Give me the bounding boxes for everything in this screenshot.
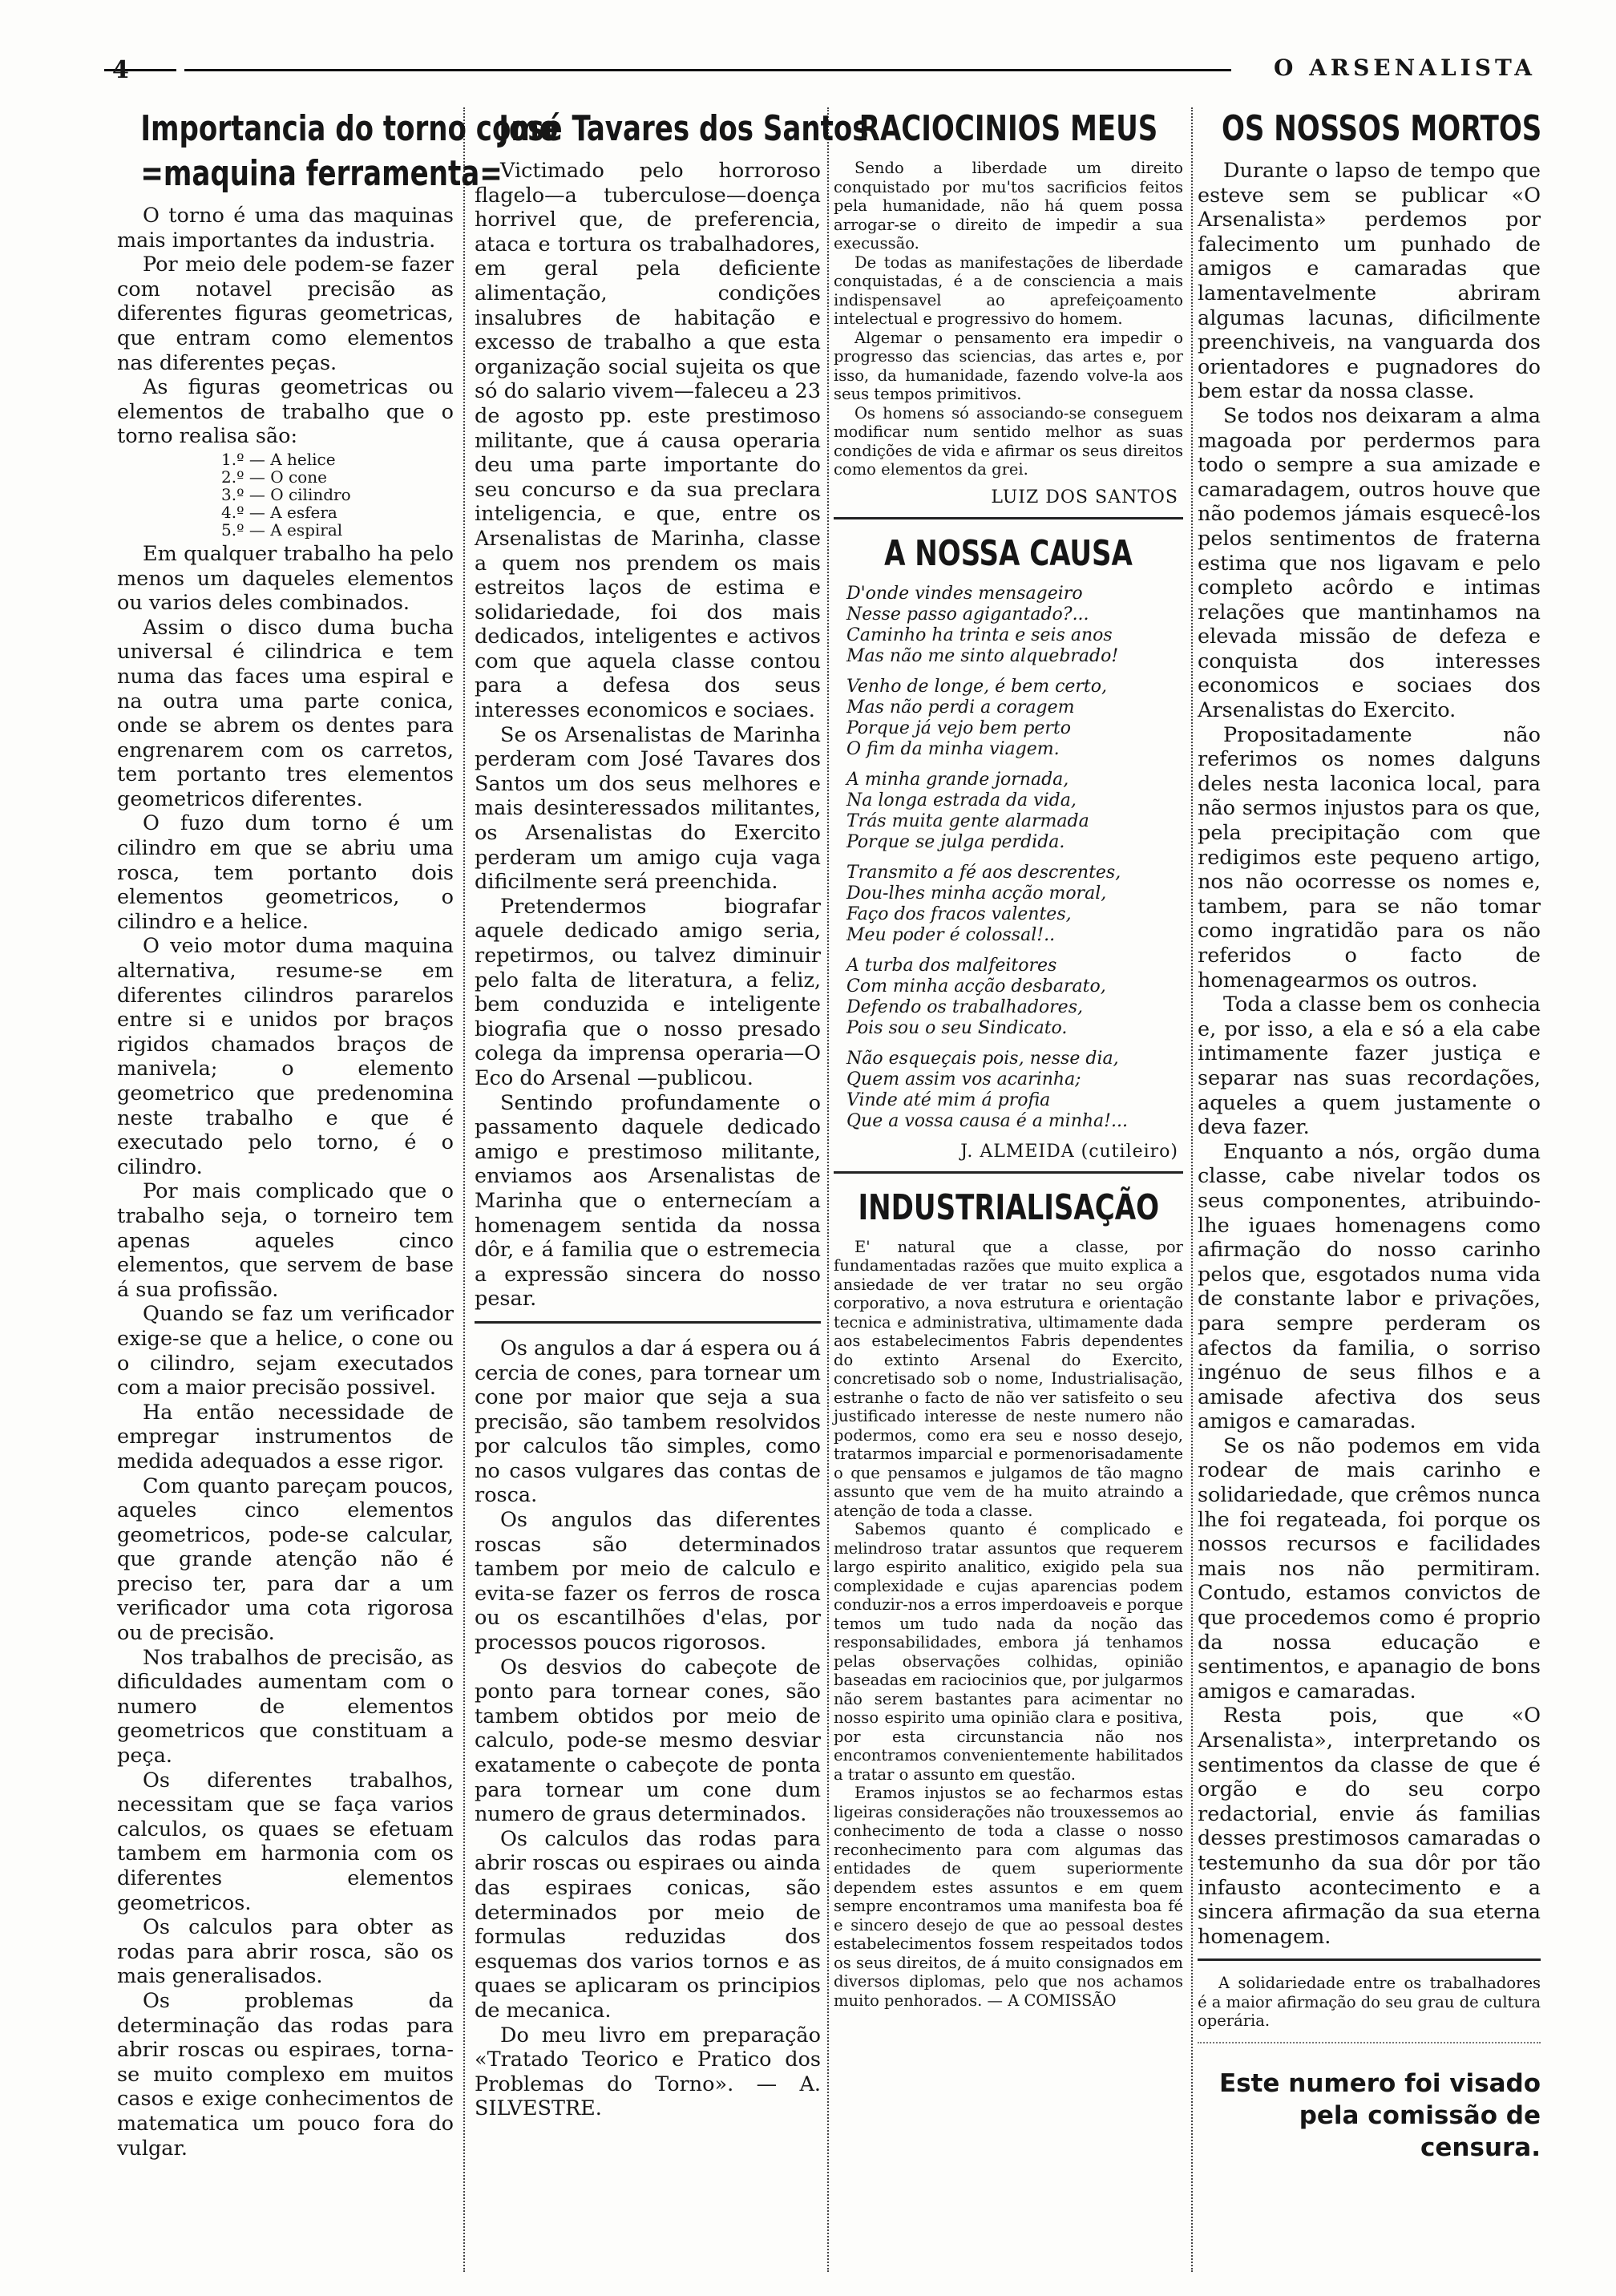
section-rule [834,517,1183,519]
paragraph: Com quanto pareçam poucos, aqueles cinco elementos geometricos, pode-se calcular, que grande atenção não é preciso ter, para dar a um verificador uma cota rigorosa ou de precisão. [117,1473,454,1646]
paragraph: Em qualquer trabalho ha pelo menos um daqueles elementos ou varios deles combinados. [117,541,454,616]
paragraph: Algemar o pensamento era impedir o progresso das sciencias, das artes e, por isso, da humanidade, fazendo volve-la aos seus tempos primitivos. [834,328,1183,403]
poem-line: Nesse passo agigantado?... [846,604,1089,625]
column-divider [1191,107,1193,2272]
list-item: 3.º — O cilindro [221,484,351,504]
paragraph: O torno é uma das maquinas mais importantes da industria. [117,204,454,253]
article-jose-tavares [475,107,869,2121]
paragraph: Do meu livro em preparação «Tratado Teorico e Pratico dos Problemas do Torno». — A. SILVESTRE. [475,2023,821,2121]
poem-line: Meu poder é colossal!.. [846,924,1056,945]
poem-stanza [846,770,1183,853]
paragraph: Se os Arsenalistas de Marinha perderam com José Tavares dos Santos um dos seus melhores e mais desinteressados militantes, os Arsenalistas do Exercito perderam um amigo cuja vaga dificilmente será preenchida. [475,722,821,895]
list-item: 4.º — A esfera [221,502,337,522]
list-item: 2.º — O cone [221,467,327,487]
column-three [834,107,1183,2010]
poem-line: Porque já vejo bem perto [846,718,1072,738]
poem-stanza [846,1049,1183,1132]
poem-line: Que a vossa causa é a minha!... [846,1110,1128,1131]
poem-line: Na longa estrada da vida, [846,790,1077,810]
paragraph: Os calculos das rodas para abrir roscas ou espiraes ou ainda das espiraes conicas, são determinados por meio de formulas reduzidas dos esquemas dos varios tornos e as quaes se aplicaram os principios de mecanica. [475,1826,821,2023]
paragraph: Toda a classe bem os conhecia e, por isso, a ela e só a ela cabe intimamente fazer justiça e separar nas suas recordações, aqueles a quem justamente o deva fazer. [1198,992,1541,1140]
header-rule-right [184,69,1231,71]
section-rule [1198,1958,1541,1961]
paragraph: Os diferentes trabalhos, necessitam que se faça varios calculos, os quaes se efetuam tambem em harmonia com os diferentes elementos geometricos. [117,1768,454,1915]
poem-line: Defendo os trabalhadores, [846,996,1083,1017]
paragraph: De todas as manifestações de liberdade conquistadas, é a de consciencia a mais indispensavel ao aprefeiçoamento intelectual e progressivo do homem. [834,253,1183,328]
poem-line: Vinde até mim á profia [846,1089,1051,1110]
list-item: 5.º — A espiral [221,519,343,540]
censorship-notice: Este numero foi visado pela comissão de censura. [1218,2068,1541,2162]
poem-line: Venho de longe, é bem certo, [846,676,1108,697]
article-heading: OS NOSSOS MORTOS [1221,108,1542,149]
poem-line: Dou-lhes minha acção moral, [846,883,1107,903]
poem-line: Trás muita gente alarmada [846,810,1089,831]
paragraph: Durante o lapso de tempo que esteve sem se publicar «O Arsenalista» perdemos por falecimento um punhado de amigos e camaradas que lamentavelmente abriram algumas lacunas, dificilmente preenchiveis, na vanguarda dos orientadores e pugnadores do bem estar da nossa classe. [1198,159,1541,404]
list-item: 1.º — A helice [221,449,336,469]
paragraph: As figuras geometricas ou elementos de trabalho que o torno realisa são: [117,375,454,449]
poem-line: O fim da minha viagem. [846,738,1060,759]
poem-line: Transmito a fé aos descrentes, [846,862,1121,883]
paragraph: Os angulos das diferentes roscas são determinados tambem por meio de calculo e evita-se fazer os ferros de rosca ou os escantilhões d'elas, por processos poucos rigorosos. [475,1508,821,1655]
paragraph: Ha então necessidade de empregar instrumentos de medida adequados a esse rigor. [117,1400,454,1473]
poem-stanza [846,584,1183,667]
poem-line: Caminho ha trinta e seis anos [846,625,1113,645]
paragraph: Por meio dele podem-se fazer com notavel precisão as diferentes figuras geometricas, que entram como elementos nas diferentes peças. [117,253,454,375]
paragraph: Os angulos a dar á espera ou á cercia de cones, para tornear um cone por maior que seja a sua precisão, são tambem resolvidos por calculos tão simples, como no casos vulgares das contas de rosca. [475,1336,821,1508]
section-rule [475,1321,821,1324]
article-heading-line2: =maquina ferramenta= [140,153,503,194]
paper-title: O ARSENALISTA [1273,55,1536,81]
poem-line: Não esqueçais pois, nesse dia, [846,1048,1119,1069]
dotted-rule [1198,2042,1541,2043]
column-divider [827,107,829,2272]
poem-line: Porque se julga perdida. [846,831,1065,852]
poem-stanza [846,677,1183,760]
signature: J. ALMEIDA (cutileiro) [960,1141,1178,1162]
signature: LUIZ DOS SANTOS [991,487,1178,507]
page-header [112,50,1536,82]
poem-stanza [846,863,1183,946]
paragraph: Eramos injustos se ao fecharmos estas ligeiras considerações não trouxessemos ao conhecimento de toda a classe o nosso reconhecimento para com algumas das entidades de quem superiormente dependem estes assuntos e em quem sempre encontramos uma manifesta boa fé e sincero desejo de que ao pessoal destes estabelecimentos fossem respeitados todos os seus direitos, de á muito consignados em diversos diplomas, pelo que nos achamos muito penhorados. — A COMISSÃO [834,1784,1183,2010]
paragraph: Assim o disco duma bucha universal é cilindrica e tem numa das faces uma espiral e na outra uma parte conica, onde se abrem os dentes para engrenarem com os carretos, tem portanto tres elementos geometricos diferentes. [117,615,454,811]
paragraph: Sendo a liberdade um direito conquistado por mu'tos sacrificios feitos pela humanidade, não há quem possa arrogar-se o direito de impedir a sua execussão. [834,159,1183,253]
article-nossos-mortos [1198,107,1541,2164]
poem-stanza [846,956,1183,1039]
poem-line: Mas não perdi a coragem [846,697,1075,718]
poem-line: D'onde vindes mensageiro [846,583,1083,604]
article-heading: RACIOCINIOS MEUS [858,108,1158,149]
article-heading: Importancia do torno como [140,108,559,149]
paragraph: Victimado pelo horroroso flagelo—a tuberculose—doença horrivel que, de preferencia, ataca e tortura os trabalhadores, em geral pela deficiente alimentação, condições insalubres de habitação e excesso de trabalho a que esta organização social sujeita os que só do salario vivem—faleceu a 23 de agosto pp. este prestimoso militante, que á causa operaria deu uma parte importante do seu concurso e da sua preclara inteligencia, e que, entre os Arsenalistas de Marinha, classe a quem nos prendem os mais estreitos laços de estima e solidariedade, foi dos mais dedicados, inteligentes e activos com que aquela classe contou para a defesa dos seus interesses economicos e sociaes. [475,159,821,723]
paragraph: Resta pois, que «O Arsenalista», interpretando os sentimentos da classe de que é orgão e do seu corpo redactorial, envie ás familias desses prestimosos camaradas o testemunho da sua dôr por tão infausto acontecimento e a sincera afirmação da sua eterna homenagem. [1198,1704,1541,1949]
paragraph: Os homens só associando-se conseguem modificar num sentido melhor as suas condições de vida e afirmar os seus direitos como elementos da grei. [834,403,1183,479]
column-divider [463,107,465,2272]
paragraph: Se os não podemos em vida rodear de mais carinho e solidariedade, que crêmos nunca lhe foi regateada, foi porque os nossos recursos e facilidades mais nos não permitiram. Contudo, estamos convictos de que procedemos como é proprio da nossa educação e sentimentos, e apanagio de bons amigos e camaradas. [1198,1433,1541,1704]
paragraph: Nos trabalhos de precisão, as dificuldades aumentam com o numero de elementos geometricos que constituam a peça. [117,1645,454,1768]
paragraph: Quando se faz um verificador exige-se que a helice, o cone ou o cilindro, sejam executados com a maior precisão possivel. [117,1302,454,1401]
elements-list [221,451,454,539]
section-rule [834,1171,1183,1174]
poem-line: Quem assim vos acarinha; [846,1069,1081,1089]
paragraph: Se todos nos deixaram a alma magoada por perdermos para todo o sempre a sua amizade e camaradagem, outros houve que não podemos jámais esquecê-los pelos sentimentos de fraterna estima que nos ligavam e pelo completo acôrdo e intimas relações que mantinhamos na elevada missão de defeza e conquista dos interesses economicos e sociaes dos Arsenalistas do Exercito. [1198,403,1541,723]
paragraph: Sabemos quanto é complicado e melindroso tratar assuntos que requerem largo espirito analitico, exigido pela sua complexidade e cujas aparencias podem conduzir-nos a erros imperdoaveis e porque temos um tudo nada da noção das responsabilidades, embora já tenhamos pelas observações colhidas, opinião baseadas em raciocinios que, por julgarmos não serem bastantes para acimentar no nosso espirito uma opinião clara e positiva, por esta circunstancia não nos encontramos convenientemente habilitados a tratar o assunto em questão. [834,1520,1183,1784]
article-torno [117,107,559,2161]
paragraph: O veio motor duma maquina alternativa, resume-se em diferentes cilindros pararelos entre si e unidos por braços rigidos chamados braços de manivela; o elemento geometrico que predenomina neste trabalho e que é executado pelo torno, é o cilindro. [117,934,454,1179]
paragraph: Propositadamente não referimos os nomes dalguns deles nesta laconica local, para não sermos injustos para os que, pela precipitação com que redigimos este pequeno artigo, nos não ocorresse os nomes e, tambem, para se não tomar como ingratidão para os não referidos o facto de homenagearmos os outros. [1198,722,1541,992]
article-heading: José Tavares dos Santos [499,108,869,149]
poem-line: Com minha acção desbarato, [846,976,1106,996]
paragraph: Sentindo profundamente o passamento daquele dedicado amigo e prestimoso militante, enviamos aos Arsenalistas de Marinha que o enternecíam a homenagem sentida da nossa dôr, e á familia que o estremecia a expressão sincera do nosso pesar. [475,1090,821,1312]
paragraph: E' natural que a classe, por fundamentadas razões que muito explica a ansiedade de ver tratar no seu orgão corporativo, a nova estrutura e orientação tecnica e administrativa, ultimamente dada aos estabelecimentos Fabris dependentes do extinto Arsenal do Exercito, concretisado sob o nome, Industrialisação, estranhe o facto de não ver satisfeito o seu justificado interesse de neste numero não podermos, como era seu e nosso desejo, tratarmos imparcial e pormenorisadamente o que pensamos e julgamos de tão magno assunto que vem de ha muito atraindo a atenção de toda a classe. [834,1237,1183,1520]
poem-line: A turba dos malfeitores [846,955,1057,976]
poem-line: Pois sou o seu Sindicato. [846,1017,1068,1038]
paragraph: Por mais complicado que o trabalho seja, o torneiro tem apenas aqueles cinco elementos, que servem de base á sua profissão. [117,1179,454,1302]
paragraph: Enquanto a nós, orgão duma classe, cabe nivelar todos os seus componentes, atribuindo-lhe iguaes homenagens como afirmação do nosso carinho pelos que, esgotados numa vida de constante labor e privações, para sempre perderam os afectos da familia, o sorriso ingénuo de seus filhos e a amisade afectiva dos seus amigos e camaradas. [1198,1139,1541,1434]
paragraph: O fuzo dum torno é um cilindro em que se abriu uma rosca, tem portanto dois elementos geometricos, o cilindro e a helice. [117,811,454,934]
solidarity-note: A solidariedade entre os trabalhadores é a maior afirmação do seu grau de cultura operária. [1198,1974,1541,2031]
paragraph: Os calculos para obter as rodas para abrir rosca, são os mais generalisados. [117,1915,454,1989]
article-heading: INDUSTRIALISAÇÃO [858,1186,1160,1228]
page-number: 4 [112,56,129,84]
paragraph: Os problemas da determinação das rodas para abrir roscas ou espiraes, torna-se muito complexo em muitos casos e exige conhecimentos de matematica um pouco fora do vulgar. [117,1988,454,2161]
article-heading: A NOSSA CAUSA [884,532,1133,574]
poem-line: Faço dos fracos valentes, [846,903,1072,924]
poem-line: A minha grande jornada, [846,769,1069,790]
paragraph: Os desvios do cabeçote de ponto para tornear cones, são tambem obtidos por meio de calculo, pode-se mesmo desviar exatamente o cabeçote de ponta para tornear um cone dum numero de graus determinados. [475,1655,821,1827]
poem-line: Mas não me sinto alquebrado! [846,645,1119,666]
paragraph: Pretendermos biografar aquele dedicado amigo seria, repetirmos, ou talvez diminuir pelo falta de literatura, a feliz, bem conduzida e inteligente biografia que o nosso presado colega da imprensa operaria—O Eco do Arsenal —publicou. [475,894,821,1090]
